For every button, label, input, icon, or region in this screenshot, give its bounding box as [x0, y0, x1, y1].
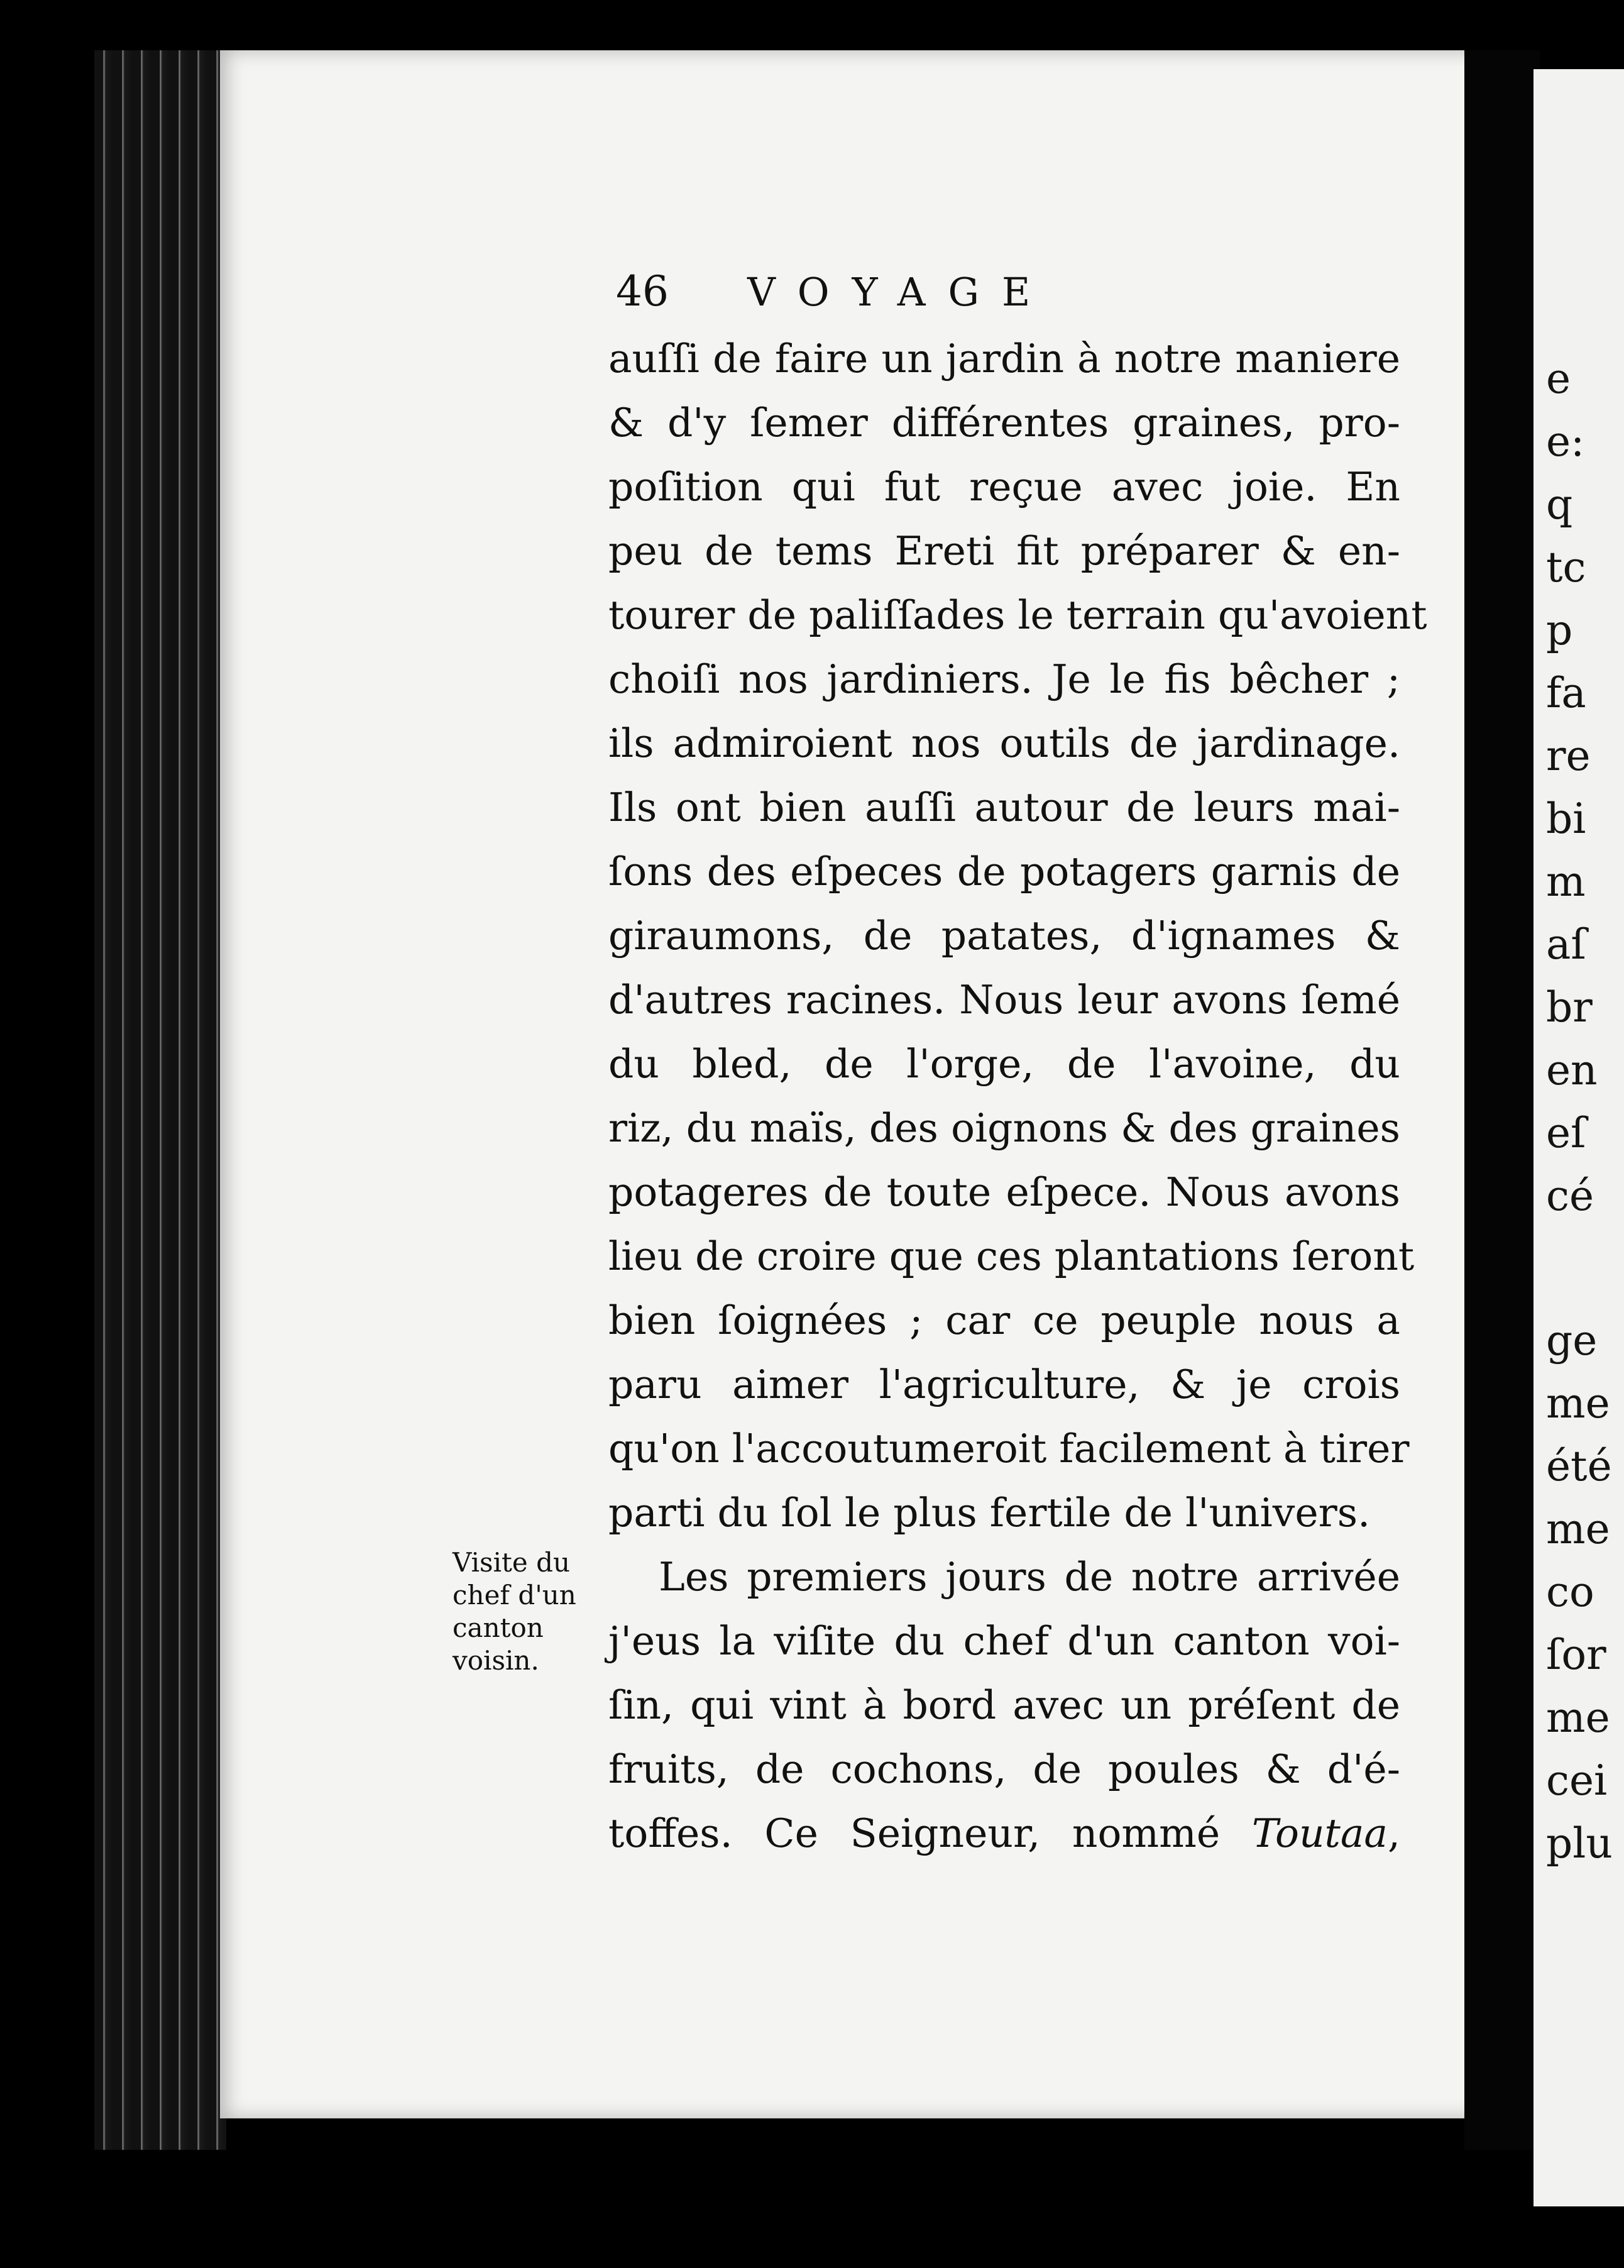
text-line: fruits, de cochons, de poules & d'é- — [608, 1746, 1400, 1792]
text-line: potageres de toute eſpece. Nous avons — [608, 1169, 1400, 1215]
marginal-note — [453, 1546, 591, 1677]
facing-page-fragment: e — [1546, 355, 1571, 403]
facing-page-fragment: br — [1546, 983, 1593, 1032]
marginal-note-line: canton — [453, 1612, 544, 1643]
facing-page-fragment: me — [1546, 1379, 1610, 1428]
marginal-note-line: Visite du — [453, 1547, 571, 1578]
page-edge-shadow — [1464, 50, 1540, 2150]
marginal-note-line: voisin. — [453, 1645, 539, 1676]
facing-page-fragment: eſ — [1546, 1109, 1586, 1157]
facing-page-edge — [1533, 69, 1624, 2206]
facing-page-fragment: m — [1546, 857, 1586, 906]
facing-page-fragment: re — [1546, 732, 1591, 780]
text-line: paru aimer l'agriculture, & je crois — [608, 1362, 1400, 1407]
text-line: lieu de croire que ces plantations ſeront — [608, 1233, 1415, 1279]
text-line: poſition qui fut reçue avec joie. En — [608, 464, 1400, 510]
text-line: ils admiroient nos outils de jardinage. — [608, 720, 1400, 766]
body-text — [608, 327, 1427, 1866]
text-line: bien ſoignées ; car ce peuple nous a — [608, 1297, 1400, 1343]
text-line: auſſi de faire un jardin à notre maniere — [608, 336, 1400, 382]
book-gutter — [94, 50, 226, 2150]
text-line: d'autres racines. Nous leur avons ſemé — [608, 977, 1400, 1023]
facing-page-fragment: cei — [1546, 1756, 1608, 1805]
facing-page-fragment: été — [1546, 1442, 1612, 1490]
facing-page-fragment: plu — [1546, 1819, 1613, 1868]
text-line: qu'on l'accoutumeroit facilement à tirer — [608, 1426, 1410, 1472]
running-title: VOYAGE — [747, 269, 1053, 315]
text-line: giraumons, de patates, d'ignames & — [608, 913, 1400, 959]
text-line: du bled, de l'orge, de l'avoine, du — [608, 1041, 1400, 1087]
facing-page-fragment: me — [1546, 1693, 1610, 1742]
facing-page-fragment: q — [1546, 480, 1573, 529]
facing-page-fragment: p — [1546, 606, 1573, 654]
facing-page-fragment: bi — [1546, 795, 1586, 843]
facing-page-fragment: me — [1546, 1505, 1610, 1553]
facing-page-fragment: cé — [1546, 1172, 1594, 1220]
facing-page-fragment: ſor — [1546, 1631, 1606, 1679]
page-header — [616, 267, 1053, 316]
text-line: parti du ſol le plus fertile de l'univers. — [608, 1490, 1371, 1536]
text-line: ſons des eſpeces de potagers garnis de — [608, 849, 1400, 895]
trailing-comma: , — [1387, 1810, 1400, 1856]
facing-page-fragment: en — [1546, 1046, 1598, 1094]
facing-page-fragment: co — [1546, 1568, 1594, 1616]
text-line: tourer de paliſſades le terrain qu'avoient — [608, 592, 1427, 638]
facing-page-fragment: e: — [1546, 417, 1585, 466]
text-line: riz, du maïs, des oignons & des graines — [608, 1105, 1400, 1151]
text-line: choiſi nos jardiniers. Je le fis bêcher ; — [608, 656, 1400, 702]
text-line: & d'y ſemer différentes graines, pro- — [608, 400, 1400, 446]
facing-page-fragment: fa — [1546, 669, 1586, 717]
text-line: Ils ont bien auſſi autour de leurs mai- — [608, 784, 1400, 830]
text-line-start: toffes. Ce Seigneur, nommé — [608, 1810, 1221, 1856]
text-line: peu de tems Ereti fit préparer & en- — [608, 528, 1400, 574]
text-line: j'eus la viſite du chef d'un canton voi- — [608, 1618, 1400, 1664]
facing-page-fragment: ge — [1546, 1316, 1598, 1365]
marginal-note-line: chef d'un — [453, 1580, 576, 1610]
page-number: 46 — [616, 267, 669, 316]
proper-name: Toutaa — [1251, 1810, 1388, 1856]
text-line: ſin, qui vint à bord avec un préſent de — [608, 1682, 1400, 1728]
facing-page-fragment: tc — [1546, 543, 1586, 592]
paragraph-first-line: Les premiers jours de notre arrivée — [659, 1554, 1400, 1600]
facing-page-fragment: aſ — [1546, 920, 1586, 969]
text-line-with-name — [608, 1802, 1400, 1866]
